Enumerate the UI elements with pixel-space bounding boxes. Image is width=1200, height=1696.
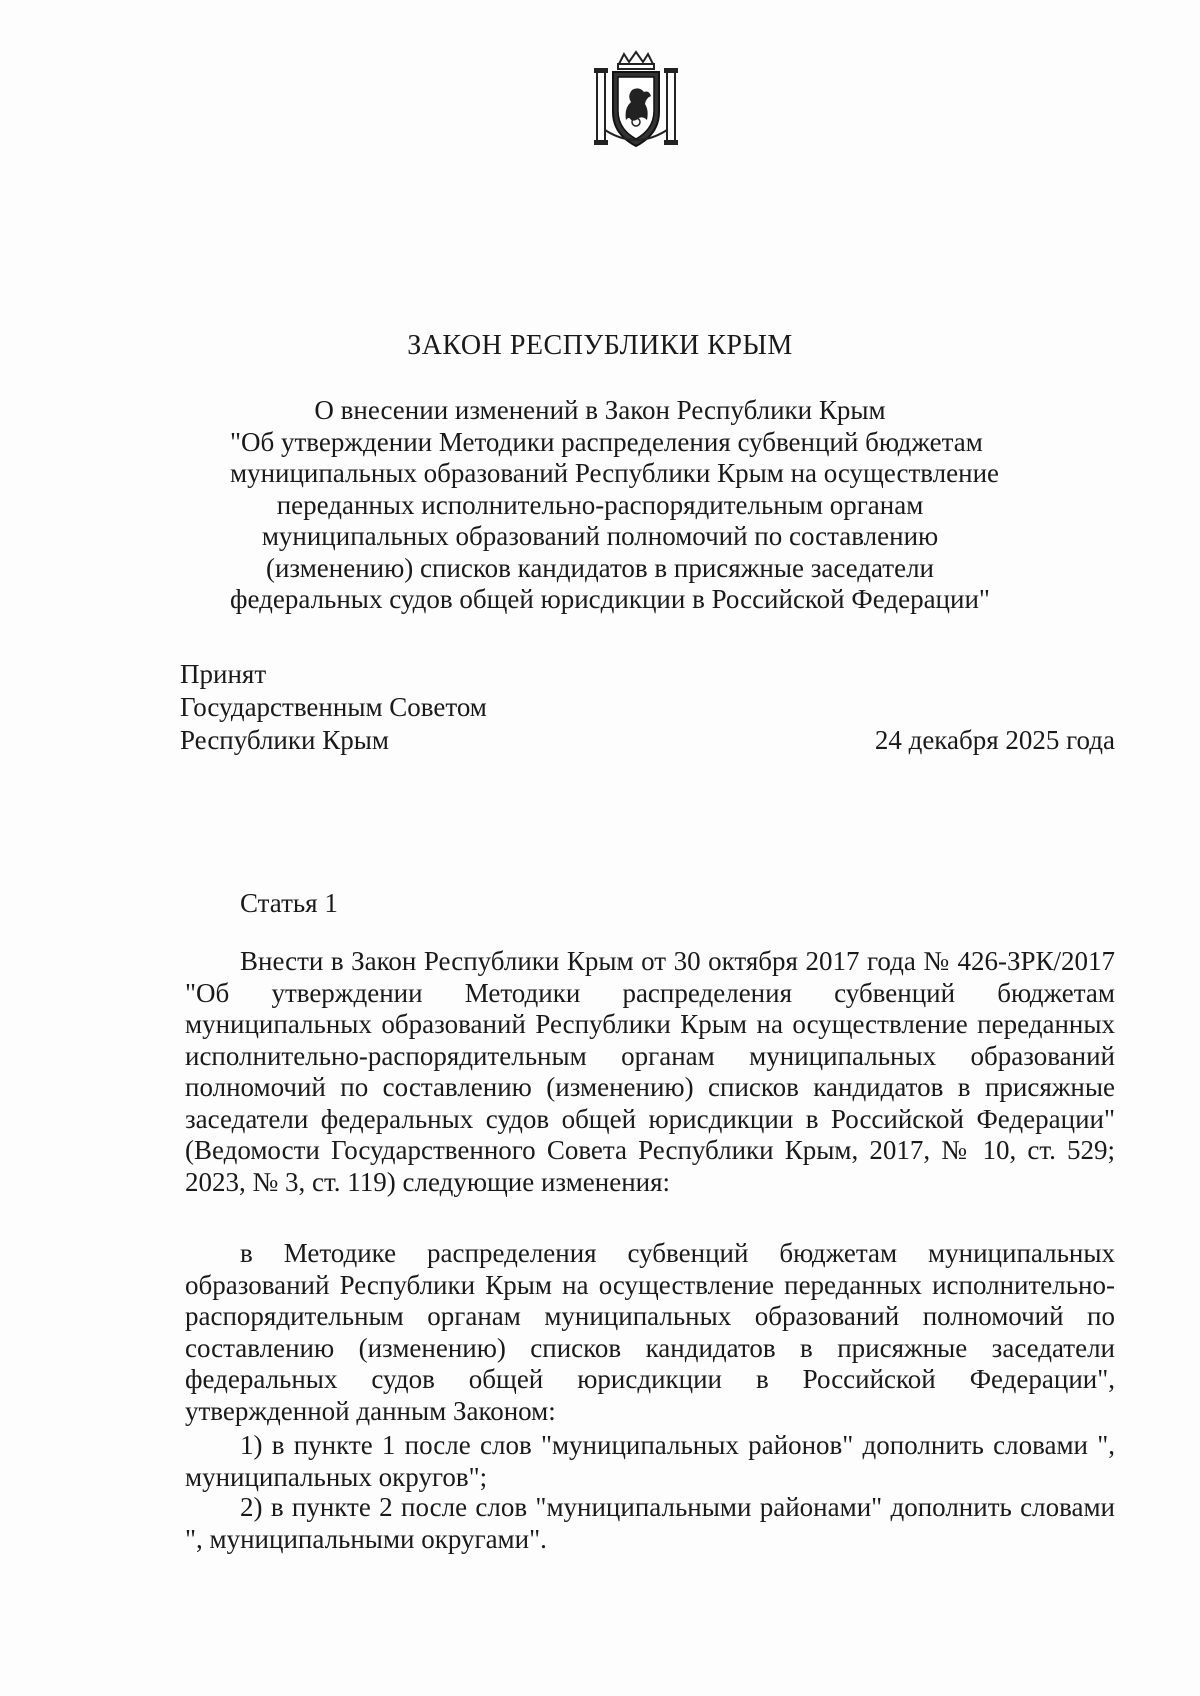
subtitle-line: муниципальных образований Республики Крым на осуществление xyxy=(230,458,1000,488)
subtitle-line: (изменению) списков кандидатов в присяжные заседатели xyxy=(265,552,935,583)
document-subtitle xyxy=(230,395,1000,616)
subtitle-line: федеральных судов общей юрисдикции в Российской Федерации" xyxy=(230,584,990,614)
paragraph-text: в Методике распределения субвенций бюджетам муниципальных образований Республики Крым на осуществление переданных исполнительно-распорядительным органам муниципальных образований полномочий по составлению (изменению) списков кандидатов в присяжные заседатели федеральных судов общей юрисдикции в Российской Федерации", утвержденной данным Законом: xyxy=(185,1238,1115,1426)
article-paragraph xyxy=(185,1430,1115,1493)
adoption-line: Республики Крым xyxy=(180,725,389,755)
subtitle-line: переданных исполнительно-распорядительным органам xyxy=(276,489,924,520)
adoption-block xyxy=(180,658,487,757)
subtitle-line: муниципальных образований полномочий по составлению xyxy=(261,521,939,551)
adoption-line: Государственным Советом xyxy=(180,692,487,722)
adoption-date: 24 декабря 2025 года xyxy=(874,725,1115,755)
article-paragraph xyxy=(185,1238,1115,1427)
paragraph-text: 2) в пункте 2 после слов "муниципальными районами" дополнить словами ", муниципальными округами". xyxy=(185,1492,1115,1554)
paragraph-text: Внести в Закон Республики Крым от 30 октября 2017 года № 426-ЗРК/2017 "Об утверждении Методики распределения субвенций бюджетам муниципальных образований Республики Крым на осуществление переданных исполнительно-распорядительным органам муниципальных образований полномочий по составлению (изменению) списков кандидатов в присяжные заседатели федеральных судов общей юрисдикции в Российской Федерации" (Ведомости Государственного Совета Республики Крым, 2017, № 10, ст. 529; 2023, № 3, ст. 119) следующие изменения: xyxy=(185,946,1115,1197)
adoption-line: Принят xyxy=(180,659,267,689)
paragraph-text: 1) в пункте 1 после слов "муниципальных районов" дополнить словами ", муниципальных округов"; xyxy=(185,1430,1115,1492)
article-title: Статья 1 xyxy=(240,888,338,918)
subtitle-line: "Об утверждении Методики распределения субвенций бюджетам xyxy=(230,426,983,457)
subtitle-line: О внесении изменений в Закон Республики Крым xyxy=(314,395,886,425)
article-paragraph xyxy=(185,946,1115,1198)
coat-of-arms-icon xyxy=(591,50,681,150)
document-title: ЗАКОН РЕСПУБЛИКИ КРЫМ xyxy=(407,330,793,361)
article-paragraph xyxy=(185,1492,1115,1555)
